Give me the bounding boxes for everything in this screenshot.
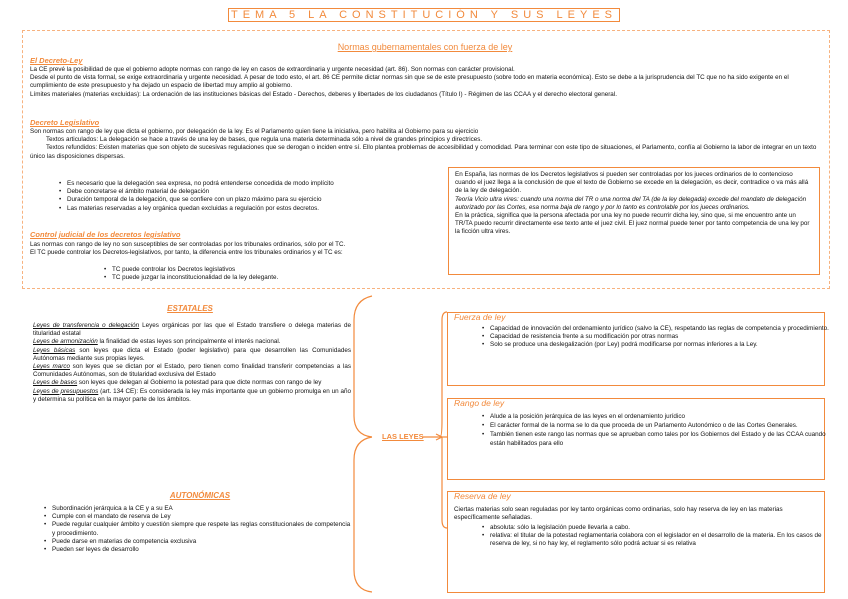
reserva-heading: Reserva de ley [454, 491, 511, 501]
reserva-box [447, 491, 825, 593]
list-item: • También tienen este rango las normas que se aprueban como tales por los Gobiernos del Estado y de las CCAA cuando están habilitados para ello [490, 431, 830, 447]
list-item [33, 322, 351, 338]
list-item: • TC puede juzgar la inconstitucionalidad de la ley delegante. [112, 274, 452, 282]
note-paragraph: Teoría Vicio ultra vires: cuando una norma del TR o una norma del TA (de la ley delegada) excede del mandato de delegación autorizado por las Cortes, esa norma baja de rango y por lo tanto es controlable por los jueces ordinarios. [455, 195, 807, 211]
textos-articulados: Textos articulados: La delegación se hace a través de una ley de bases, que regula una materia determinada sólo a nivel de grandes principios y directrices. [46, 136, 483, 144]
term: Leyes de armonización [33, 338, 98, 346]
list-item: • Las materias reservadas a ley orgánica quedan excluidas a regulación por estos decretos. [67, 205, 447, 213]
decreto-ley-line: Desde el punto de vista formal, se exige extraordinaria y urgente necesidad. A pesar de todo esto, el art. 86 CE permite dictar normas sin que se de este presupuesto (sobre todo en materia económica). Esto se debe a la jurisprudencia del TC que no ha sido exigente en el cumplimiento de este presupuesto y ha dejado un espacio de libertad muy amplio al gobierno. [30, 74, 789, 90]
list-item: • Debe concretarse el ámbito material de delegación [67, 188, 447, 196]
list-item: • Cumple con el mandato de reserva de Ley [52, 513, 352, 521]
list-item: • relativa: el titular de la potestad reglamentaria colabora con el legislador en el desarrollo de la materia. En los casos de reserva de ley, si no hay ley, el reglamento sólo podrá actuar si es relativa [490, 532, 830, 548]
normas-heading: Normas gubernamentales con fuerza de ley [337, 42, 513, 52]
list-item: • Es necesario que la delegación sea expresa, no podrá entenderse concedida de modo implícito [67, 180, 447, 188]
term: Leyes de bases [33, 379, 78, 387]
reserva-bullets [478, 524, 830, 549]
list-item [33, 338, 351, 346]
term: Leyes de presupuestos [33, 387, 99, 395]
left-brace [354, 296, 372, 437]
control-heading: Control judicial de los decretos legislativo [30, 230, 181, 239]
definition: son leyes que dicta el Estado (poder legislativo) para que desarrollen las Comunidades Autónomas mediante sus propias leyes. [33, 346, 351, 362]
decreto-ley-heading: El Decreto-Ley [30, 56, 83, 65]
decreto-legislativo-heading: Decreto Legislativo [30, 118, 100, 127]
las-leyes-label: LAS LEYES [382, 432, 424, 441]
reserva-intro: Ciertas materias solo sean reguladas por ley tanto orgánicas como ordinarias, solo hay reserva de ley en las materias específicamente señaladas. [454, 506, 783, 522]
control-line: Las normas con rango de ley no son susceptibles de ser controladas por los tribunales ordinarios, sólo por el TC. [30, 241, 346, 248]
definition: son leyes que se dictan por el Estado, pero tienen como finalidad transferir competencias a las Comunidades Autónomas, son de titularidad exclusiva del Estado [33, 363, 351, 379]
fuerza-box [447, 312, 829, 386]
fuerza-bullets [478, 325, 830, 350]
list-item: • Puede regular cualquier ámbito y cuestión siempre que respete las reglas constitucionales de competencia y procedimiento. [52, 521, 352, 537]
note-paragraph: En España, las normas de los Decretos legislativos si pueden ser controladas por los jueces ordinarios de lo contencioso cuando el juez llega a la conclusión de que el texto de Gobierno se excede en la delegación, es decir, contradice o va más allá de la ley de delegación. [455, 171, 809, 195]
definition: (art. 134 CE): Es considerada la ley más importante que un gobierno promulga en un año y determina su política en la mayor parte de los ámbitos. [33, 387, 351, 403]
list-item: • Duración temporal de la delegación, que se confiere con un plazo máximo para su ejercicio [67, 196, 447, 204]
list-item: • Alude a la posición jerárquica de las leyes en el ordenamiento jurídico [490, 413, 830, 421]
control-line: El TC puede controlar los Decretos-legislativos, por tanto, la diferencia entre los tribunales ordinarios y el TC es: [30, 249, 343, 257]
page-title: TEMA 5 LA CONSTITUCIÓN Y SUS LEYES [0, 8, 848, 22]
definition: la finalidad de estas leyes son principalmente el interés nacional. [97, 338, 281, 346]
definition: son leyes que delegan al Gobierno la potestad para que dicte normas con rango de ley [77, 379, 322, 387]
fuerza-heading: Fuerza de ley [454, 312, 506, 322]
rango-heading: Rango de ley [454, 398, 505, 408]
term: Leyes de transferencia o delegación [33, 322, 140, 329]
list-item: • Capacidad de innovación del ordenamiento jurídico (salvo la CE), respetando las reglas de competencia y procedimiento. [490, 325, 830, 333]
list-item: • Solo se produce una deslegalización (por Ley) podrá modificarse por normas inferiores a la Ley. [490, 341, 830, 349]
textos-refundidos: Textos refundidos: Existen materias que son objeto de sucesivas regulaciones que se derogan o inciden entre sí. Ello plantea problemas de accesibilidad y comodidad. Para terminar con este tipo de situaciones, el Parlamento, confía al Gobierno la labor de integrar en un texto único las disposiciones dispersas. [30, 144, 817, 160]
list-item: • Puede darse en materias de competencia exclusiva [52, 538, 352, 546]
autonomicas-bullets [40, 505, 352, 554]
list-item [33, 347, 351, 363]
estatales-list [33, 322, 351, 404]
definition: Leyes orgánicas por las que el Estado transfiere o delega materias de titularidad estatal [33, 322, 351, 338]
term: Leyes básicas [33, 346, 76, 354]
note-paragraph: En la práctica, significa que la persona afectada por una ley no puede recurrir dicha ley, sino que, si me encuentro ante un TR/TA puedo recurrir directamente ese texto ante el juez civil. El juez normal puede tener por tanto competencia de una ley por la ficción ultra vires. [455, 212, 810, 236]
list-item [33, 379, 351, 387]
list-item [33, 388, 351, 404]
list-item: • Pueden ser leyes de desarrollo [52, 546, 352, 554]
list-item: • Capacidad de resistencia frente a su modificación por otras normas [490, 333, 830, 341]
estatales-heading: ESTATALES [167, 304, 213, 313]
left-brace-lower [354, 437, 372, 592]
branch-fuerza [440, 312, 447, 437]
rango-bullets [478, 413, 830, 448]
list-item: • TC puede controlar los Decretos legislativos [112, 266, 452, 274]
list-item [33, 363, 351, 379]
list-item: • Subordinación jerárquica a la CE y a su EA [52, 505, 352, 513]
autonomicas-heading: AUTONÓMICAS [169, 491, 231, 500]
decreto-ley-line: Límites materiales (materias excluidas): La ordenación de las instituciones básicas del Estado - Derechos, deberes y libertades de los ciudadanos (Título I) - Régimen de las CCAA y el derecho electoral general. [30, 90, 617, 98]
list-item: • absoluta: sólo la legislación puede llevarla a cabo. [490, 524, 830, 532]
term: Leyes marco [33, 363, 70, 371]
list-item: • El carácter formal de la norma se lo da que proceda de un Parlamento Autonómico o de las Cortes Generales. [490, 422, 830, 430]
decreto-ley-line: La CE prevé la posibilidad de que el gobierno adopte normas con rango de ley en casos de extraordinaria y urgente necesidad (art. 86). Son normas con carácter provisional. [30, 66, 515, 73]
decreto-legislativo-intro: Son normas con rango de ley que dicta el gobierno, por delegación de la ley. Es el Parlamento quien tiene la iniciativa, pero habilita al Gobierno para su ejercicio [30, 128, 479, 135]
rango-box [447, 398, 825, 480]
